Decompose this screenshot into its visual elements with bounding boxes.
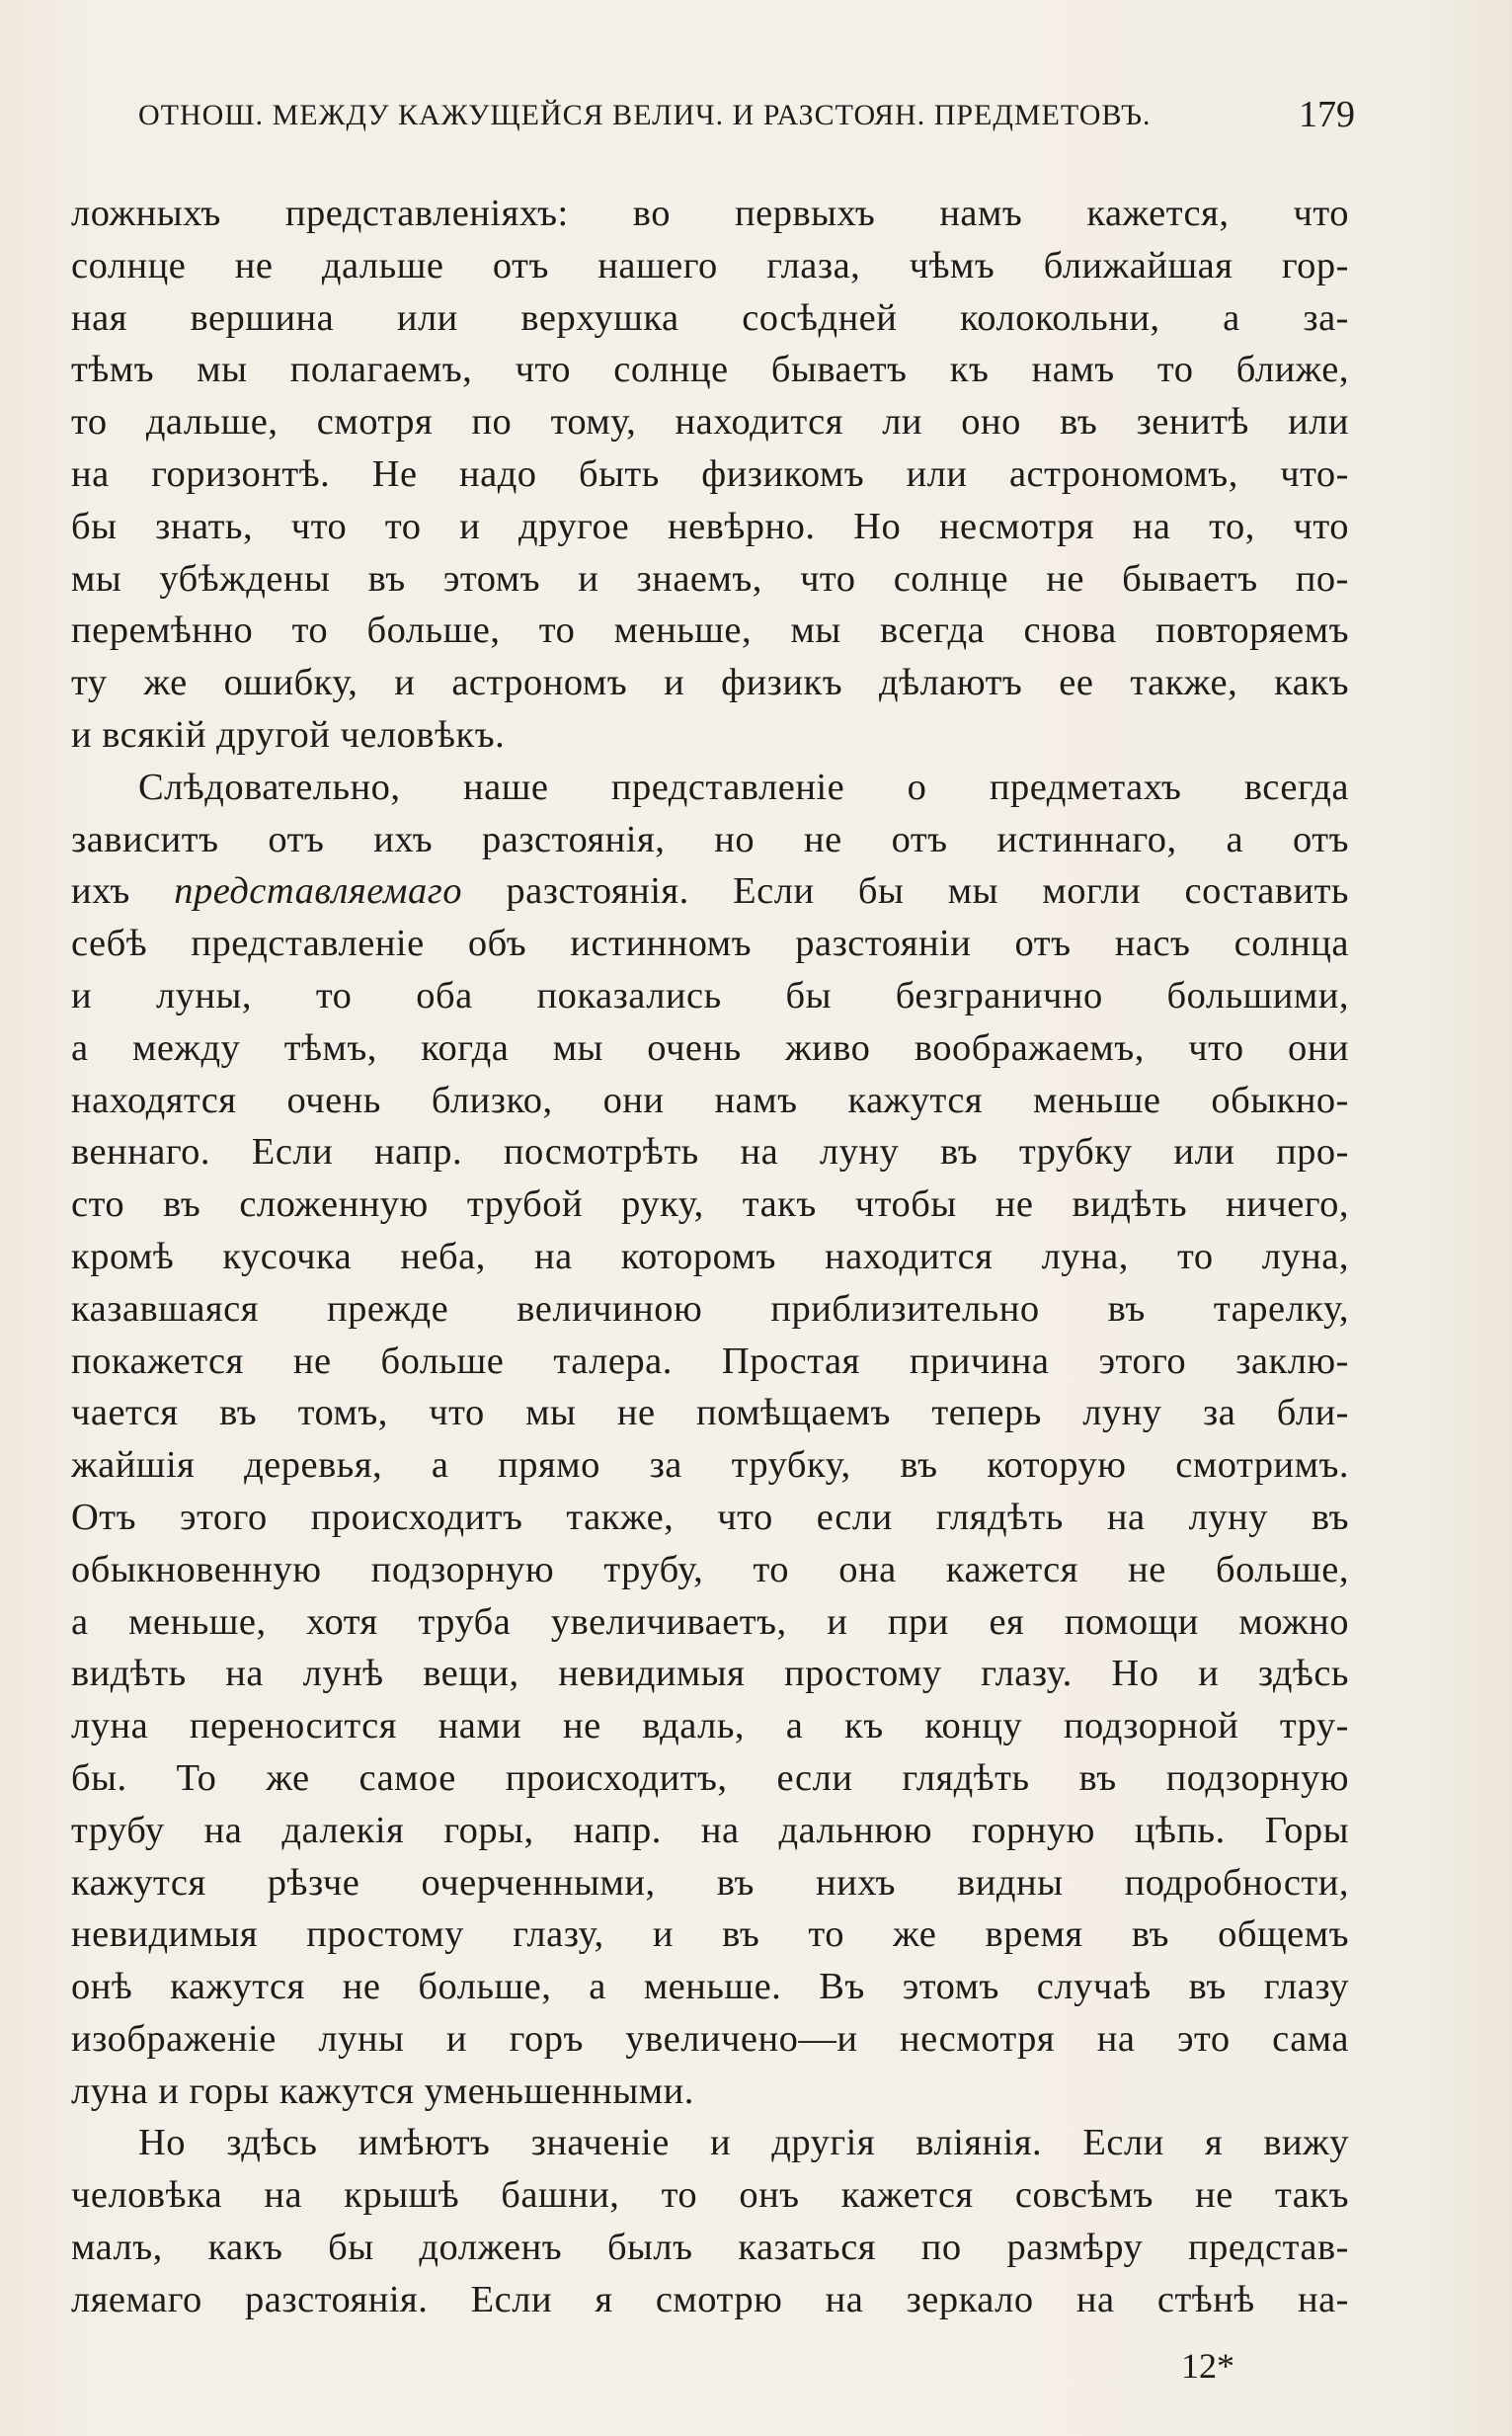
- text-line: кажутся рѣзче очерченными, въ нихъ видны подробности,: [71, 1861, 1349, 1904]
- text-line: невидимыя простому глазу, и въ то же время въ общемъ: [71, 1913, 1349, 1956]
- text-line: сто въ сложенную трубой руку, такъ чтобы не видѣть ничего,: [71, 1183, 1349, 1226]
- text-line: трубу на далекія горы, напр. на дальнюю горную цѣпь. Горы: [71, 1809, 1349, 1851]
- text-line: солнце не дальше отъ нашего глаза, чѣмъ ближайшая гор-: [71, 244, 1349, 286]
- text-line: покажется не больше талера. Простая причина этого заклю-: [71, 1340, 1349, 1382]
- text-line: себѣ представленіе объ истинномъ разстояніи отъ насъ солнца: [71, 923, 1349, 965]
- text-line: то дальше, смотря по тому, находится ли оно въ зенитѣ или: [71, 401, 1349, 444]
- text-line: видѣть на лунѣ вещи, невидимыя простому глазу. Но и здѣсь: [71, 1653, 1349, 1695]
- text-line: веннаго. Если напр. посмотрѣть на луну въ трубку или про-: [71, 1131, 1349, 1174]
- text-line: чается въ томъ, что мы не помѣщаемъ теперь луну за бли-: [71, 1392, 1349, 1434]
- running-head: ОТНОШ. МЕЖДУ КАЖУЩЕЙСЯ ВЕЛИЧ. И РАЗСТОЯН. ПРЕДМЕТОВЪ.: [138, 99, 1152, 131]
- text-line: а между тѣмъ, когда мы очень живо воображаемъ, что они: [71, 1026, 1349, 1069]
- page-number: 179: [1299, 94, 1355, 135]
- text-line: и всякій другой человѣкъ.: [71, 713, 506, 756]
- text-line: перемѣнно то больше, то меньше, мы всегда снова повторяемъ: [71, 609, 1349, 652]
- text-line: обыкновенную подзорную трубу, то она кажется не больше,: [71, 1548, 1349, 1590]
- text-line: а меньше, хотя труба увеличиваетъ, и при ея помощи можно: [71, 1600, 1349, 1643]
- text-line-with-italic: [71, 865, 1349, 918]
- text-line: онѣ кажутся не больше, а меньше. Въ этомъ случаѣ въ глазу: [71, 1966, 1349, 2008]
- text-line: человѣка на крышѣ башни, то онъ кажется совсѣмъ не такъ: [71, 2174, 1349, 2217]
- text-fragment: ихъ: [71, 870, 175, 913]
- text-line: кромѣ кусочка неба, на которомъ находится луна, то луна,: [71, 1235, 1349, 1277]
- text-line: луна и горы кажутся уменьшенными.: [71, 2070, 694, 2112]
- italic-word: представляемаго: [174, 870, 463, 913]
- text-line: ложныхъ представленіяхъ: во первыхъ намъ кажется, что: [71, 193, 1349, 234]
- text-line: бы знать, что то и другое невѣрно. Но несмотря на то, что: [71, 505, 1349, 547]
- text-line: находятся очень близко, они намъ кажутся меньше обыкно-: [71, 1079, 1349, 1121]
- text-line: Но здѣсь имѣютъ значеніе и другія вліянія. Если я вижу: [138, 2122, 1349, 2164]
- text-line: луна переносится нами не вдаль, а къ концу подзорной тру-: [71, 1705, 1349, 1747]
- text-fragment: разстоянія. Если бы мы могли составить: [462, 870, 1349, 913]
- text-line: жайшія деревья, а прямо за трубку, въ которую смотримъ.: [71, 1444, 1349, 1487]
- text-line: мы убѣждены въ этомъ и знаемъ, что солнце не бываетъ по-: [71, 557, 1349, 600]
- text-line: ту же ошибку, и астрономъ и физикъ дѣлаютъ ее также, какъ: [71, 662, 1349, 704]
- text-line: Отъ этого происходитъ также, что если глядѣть на луну въ: [71, 1496, 1349, 1538]
- text-line: малъ, какъ бы долженъ былъ казаться по размѣру представ-: [71, 2227, 1349, 2269]
- text-line: бы. То же самое происходитъ, если глядѣть въ подзорную: [71, 1756, 1349, 1799]
- text-line: ная вершина или верхушка сосѣдней колокольни, а за-: [71, 296, 1349, 339]
- text-line: казавшаяся прежде величиною приблизительно въ тарелку,: [71, 1287, 1349, 1330]
- text-line: изображеніе луны и горъ увеличено—и несмотря на это сама: [71, 2017, 1349, 2060]
- text-line: на горизонтѣ. Не надо быть физикомъ или астрономомъ, что-: [71, 452, 1349, 495]
- page-header: [138, 93, 1355, 135]
- text-line: ляемаго разстоянія. Если я смотрю на зеркало на стѣнѣ на-: [71, 2278, 1349, 2320]
- text-line: зависитъ отъ ихъ разстоянія, но не отъ истиннаго, а отъ: [71, 818, 1349, 860]
- printer-signature: 12*: [1181, 2346, 1234, 2386]
- text-line: и луны, то оба показались бы безгранично большими,: [71, 974, 1349, 1016]
- text-line: Слѣдовательно, наше представленіе о предметахъ всегда: [138, 766, 1349, 808]
- body-text: [71, 188, 1349, 2326]
- text-line: тѣмъ мы полагаемъ, что солнце бываетъ къ намъ то ближе,: [71, 349, 1349, 391]
